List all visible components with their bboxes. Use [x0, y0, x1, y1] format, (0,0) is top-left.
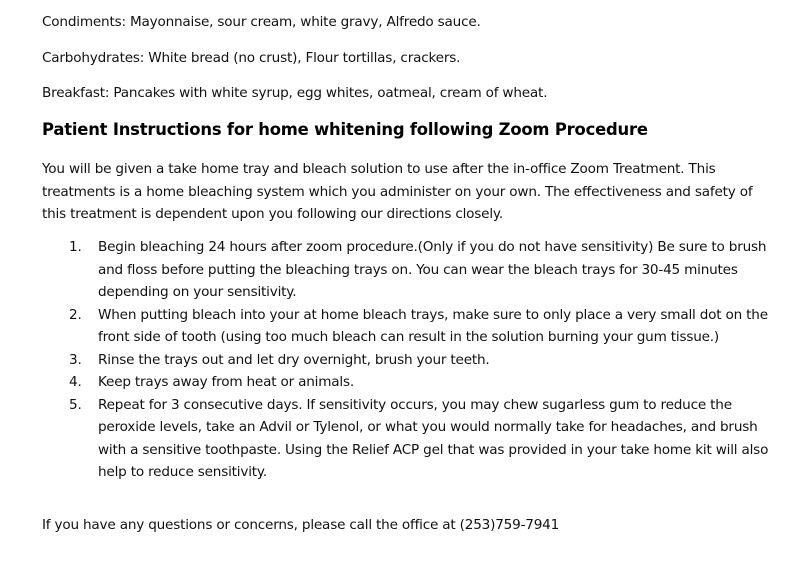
instruction-step: [42, 304, 782, 349]
intro-paragraph: You will be given a take home tray and bleach solution to use after the in-office Zoom Treatment. This treatments is a home bleaching system which you administer on your own. The effectiveness and safety of this treatment is dependent upon you following our directions closely.: [42, 161, 753, 222]
step-text: Repeat for 3 consecutive days. If sensitivity occurs, you may chew sugarless gum to reduce the peroxide levels, take an Advil or Tylenol, or what you would normally take for headaches, and brush with a sensitive toothpaste. Using the Relief ACP gel that was provided in your take home kit will also help to reduce sensitivity.: [98, 396, 769, 480]
instruction-step: [42, 394, 782, 484]
step-number: 5.: [69, 396, 82, 413]
instruction-step: [42, 349, 782, 372]
step-text: Rinse the trays out and let dry overnight, brush your teeth.: [98, 351, 490, 368]
step-number: 3.: [69, 351, 82, 368]
contact-line: If you have any questions or concerns, please call the office at (253)759-7941: [42, 517, 560, 533]
condiments-line: Condiments: Mayonnaise, sour cream, white gravy, Alfredo sauce.: [42, 14, 481, 30]
instruction-step: [42, 371, 782, 394]
step-text: Begin bleaching 24 hours after zoom procedure.(Only if you do not have sensitivity) Be sure to brush and floss before putting the bleaching trays on. You can wear the bleach trays for 30-45 minutes depending on your sensitivity.: [98, 239, 767, 300]
instruction-step: [42, 236, 782, 304]
step-number: 2.: [69, 306, 82, 323]
step-number: 1.: [69, 239, 82, 255]
step-number: 4.: [69, 374, 82, 390]
instructions-heading: Patient Instructions for home whitening following Zoom Procedure: [42, 120, 648, 139]
carbohydrates-line: Carbohydrates: White bread (no crust), Flour tortillas, crackers.: [42, 50, 461, 66]
step-text: Keep trays away from heat or animals.: [98, 374, 354, 390]
breakfast-line: Breakfast: Pancakes with white syrup, egg whites, oatmeal, cream of wheat.: [42, 85, 548, 101]
instruction-steps-list: [42, 236, 782, 484]
step-text: When putting bleach into your at home bleach trays, make sure to only place a very small dot on the front side of tooth (using too much bleach can result in the solution burning your gum tissue.): [98, 306, 768, 345]
